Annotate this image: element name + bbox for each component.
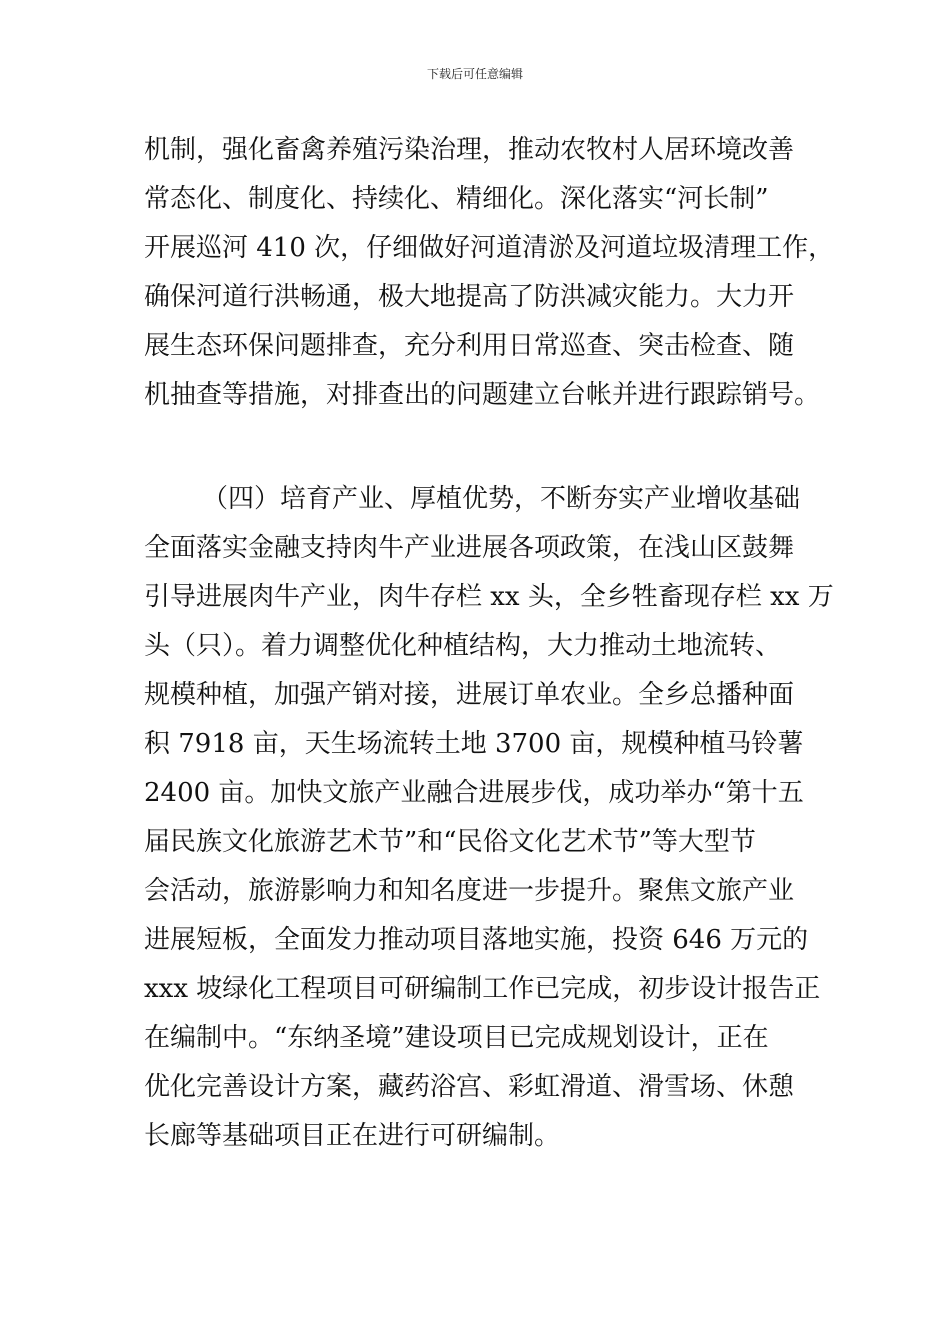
text-line: 在编制中。“东纳圣境”建设项目已完成规划设计，正在 (144, 1023, 769, 1053)
text-line: 届民族文化旅游艺术节”和“民俗文化艺术节”等大型节 (144, 827, 756, 857)
page-header: 下载后可任意编辑 (426, 67, 523, 81)
text-line: 开展巡河 410 次，仔细做好河道清淤及河道垃圾清理工作， (144, 233, 835, 263)
text-line: 会活动，旅游影响力和知名度进一步提升。聚焦文旅产业 (144, 876, 795, 906)
text-line: 头（只）。着力调整优化种植结构，大力推动土地流转、 (144, 631, 782, 661)
text-line: 优化完善设计方案，藏药浴宫、彩虹滑道、滑雪场、休憩 (144, 1072, 795, 1102)
text-line: 长廊等基础项目正在进行可研编制。 (144, 1121, 561, 1151)
text-line: 展生态环保问题排查，充分利用日常巡查、突击检查、随 (144, 331, 795, 361)
paragraph-industry (144, 475, 834, 1161)
text-line: xxx 坡绿化工程项目可研编制工作已完成，初步设计报告正 (144, 974, 821, 1004)
text-line: 常态化、制度化、持续化、精细化。深化落实“河长制” (144, 184, 769, 214)
text-line: 确保河道行洪畅通，极大地提高了防洪减灾能力。大力开 (144, 282, 795, 312)
text-line: 积 7918 亩，天生场流转土地 3700 亩，规模种植马铃薯 (144, 729, 804, 759)
text-line: 2400 亩。加快文旅产业融合进展步伐，成功举办“第十五 (144, 778, 804, 808)
text-line: 机抽查等措施，对排查出的问题建立台帐并进行跟踪销号。 (144, 380, 821, 410)
text-line: 规模种植，加强产销对接，进展订单农业。全乡总播种面 (144, 680, 795, 710)
text-line: 引导进展肉牛产业，肉牛存栏 xx 头，全乡牲畜现存栏 xx 万 (144, 582, 834, 612)
section-heading: （四）培育产业、厚植优势，不断夯实产业增收基础 (202, 484, 801, 514)
text-line: 全面落实金融支持肉牛产业进展各项政策，在浅山区鼓舞 (144, 533, 795, 563)
text-line: 进展短板，全面发力推动项目落地实施，投资 646 万元的 (144, 925, 809, 955)
text-line: 机制，强化畜禽养殖污染治理，推动农牧村人居环境改善 (144, 135, 795, 165)
paragraph-environment (144, 126, 835, 420)
